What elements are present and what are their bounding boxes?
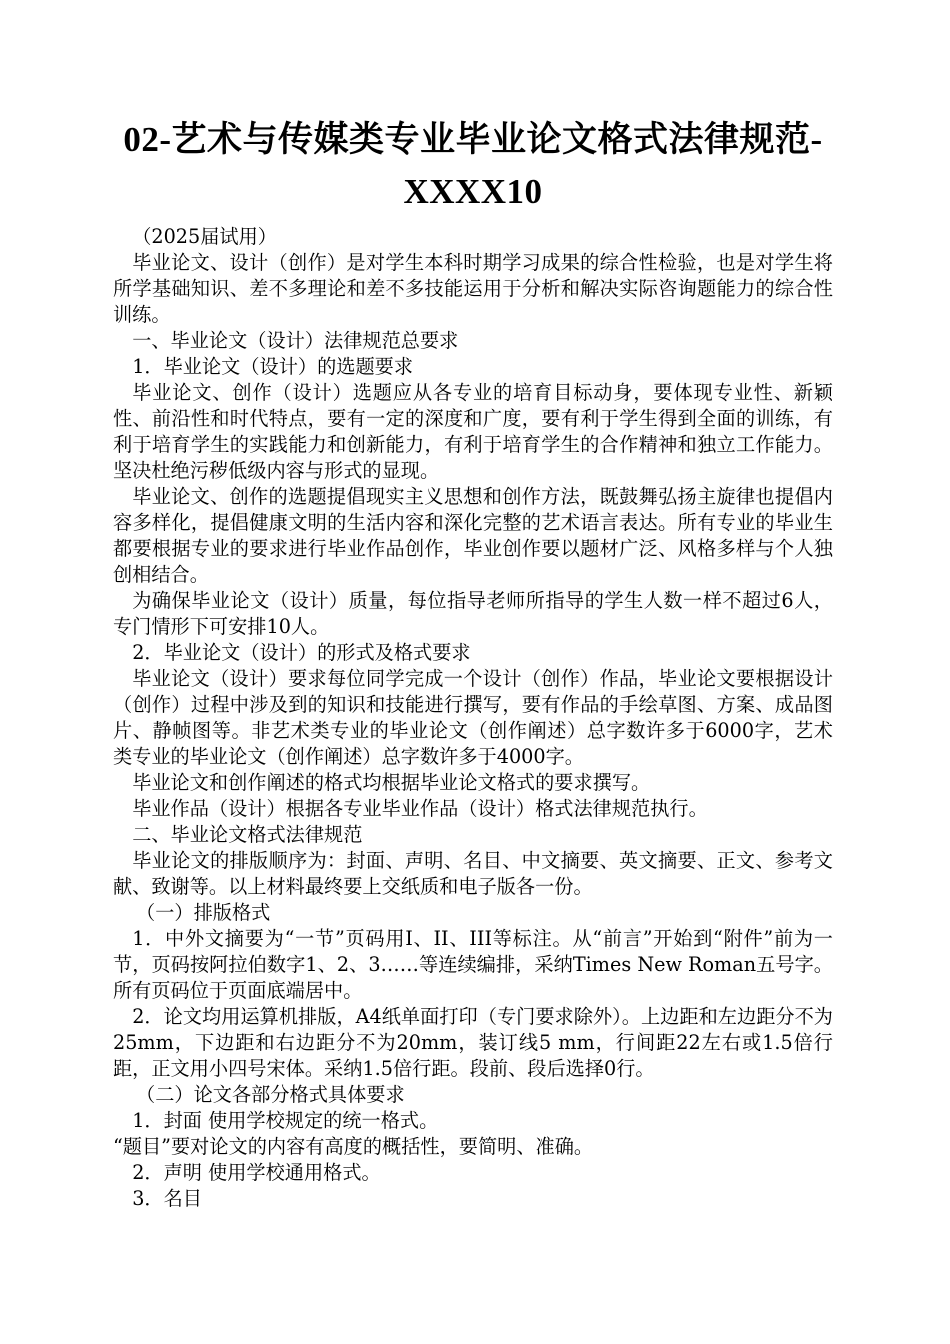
heading-section-format: （二）论文各部分格式具体要求 [136,1083,405,1106]
paragraph-typesetting: 2．论文均用运算机排版，A4纸单面打印（专门要求除外）。上边距和左边距分不为25mm，下边距和右边距分不为20mm，装订线5 mm，行间距22左右或1.5倍行距，正文用小四号宋体。采纳1.5倍行距。段前、段后选择0行。 [113,1005,833,1080]
paragraph-intro: 毕业论文、设计（创作）是对学生本科时期学习成果的综合性检验，也是对学生将所学基础知识、差不多理论和差不多技能运用于分析和解决实际咨询题能力的综合性训练。 [113,251,833,326]
item-cover: 1．封面 使用学校规定的统一格式。 [132,1109,439,1132]
paragraph-layout-order: 毕业论文的排版顺序为：封面、声明、名目、中文摘要、英文摘要、正文、参考文献、致谢等。以上材料最终要上交纸质和电子版各一份。 [113,849,833,898]
heading-form-requirements: 2．毕业论文（设计）的形式及格式要求 [132,641,471,664]
item-declaration: 2．声明 使用学校通用格式。 [132,1161,381,1184]
heading-topic-requirements: 1．毕业论文（设计）的选题要求 [132,355,414,378]
paragraph-work-format: 毕业作品（设计）根据各专业毕业作品（设计）格式法律规范执行。 [132,797,708,820]
document-page [113,114,833,1212]
heading-format-norms: 二、毕业论文格式法律规范 [132,823,363,846]
paragraph-form-details: 毕业论文（设计）要求每位同学完成一个设计（创作）作品，毕业论文要根据设计（创作）过程中涉及到的知识和技能进行撰写，要有作品的手绘草图、方案、成品图片、静帧图等。非艺术类专业的毕业论文（创作阐述）总字数许多于6000字，艺术类专业的毕业论文（创作阐述）总字数许多于4000字。 [113,667,833,768]
heading-general-requirements: 一、毕业论文（设计）法律规范总要求 [132,329,459,352]
paragraph-trial-year: （2025届试用） [132,225,277,248]
paragraph-topic-selection: 毕业论文、创作（设计）选题应从各专业的培育目标动身，要体现专业性、新颖性、前沿性和时代特点，要有一定的深度和广度，要有利于学生得到全面的训练，有利于培育学生的实践能力和创新能力，有利于培育学生的合作精神和独立工作能力。坚决杜绝污秽低级内容与形式的显现。 [113,381,833,482]
document-title: 02-艺术与传媒类专业毕业论文格式法律规范-XXXX10 [123,120,823,211]
paragraph-title-rule: “题目”要对论文的内容有高度的概括性，要简明、准确。 [113,1135,594,1158]
paragraph-student-count: 为确保毕业论文（设计）质量，每位指导老师所指导的学生人数一样不超过6人，专门情形下可安排10人。 [113,589,833,638]
paragraph-creative-method: 毕业论文、创作的选题提倡现实主义思想和创作方法，既鼓舞弘扬主旋律也提倡内容多样化，提倡健康文明的生活内容和深化完整的艺术语言表达。所有专业的毕业生都要根据专业的要求进行毕业作品创作，毕业创作要以题材广泛、风格多样与个人独创相结合。 [113,485,833,586]
paragraph-page-numbering: 1．中外文摘要为“一节”页码用I、II、III等标注。从“前言”开始到“附件”前为一节，页码按阿拉伯数字1、2、3……等连续编排，采纳Times New Roman五号字。所有页码位于页面底端居中。 [113,927,833,1002]
heading-layout-format: （一）排版格式 [136,901,271,924]
item-contents: 3．名目 [132,1187,202,1210]
paragraph-format-basis: 毕业论文和创作阐述的格式均根据毕业论文格式的要求撰写。 [132,771,651,794]
